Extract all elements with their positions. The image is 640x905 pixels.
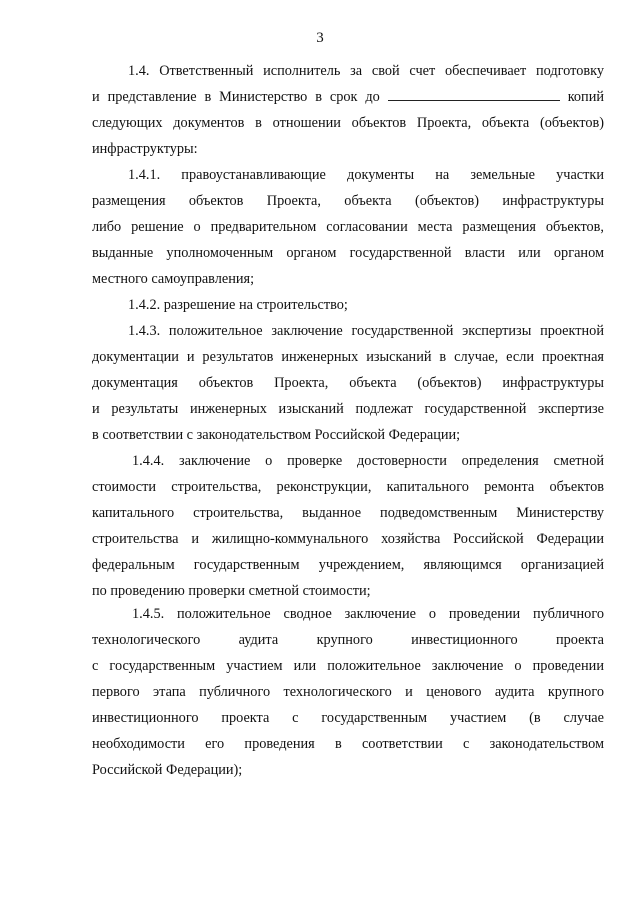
paragraph-1-4-5-line-1: 1.4.5. положительное сводное заключение о проведении публичного xyxy=(132,606,604,622)
paragraph-1-4-copies-text: копий xyxy=(567,89,605,105)
paragraph-1-4-line-1: 1.4. Ответственный исполнитель за свой счет обеспечивает подготовку xyxy=(128,63,604,79)
paragraph-1-4-3-line-5: в соответствии с законодательством Российской Федерации; xyxy=(92,427,461,443)
paragraph-1-4-line-4: инфраструктуры: xyxy=(92,141,198,157)
paragraph-1-4-line-3: следующих документов в отношении объектов Проекта, объекта (объектов) xyxy=(92,115,604,131)
paragraph-1-4-deadline-text: и представление в Министерство в срок до xyxy=(92,89,380,105)
paragraph-1-4-1-line-1: 1.4.1. правоустанавливающие документы на земельные участки xyxy=(128,167,604,183)
paragraph-1-4-4-line-1: 1.4.4. заключение о проверке достоверности определения сметной xyxy=(132,453,604,469)
paragraph-1-4-3-line-2: документации и результатов инженерных изысканий в случае, если проектная xyxy=(92,349,604,365)
paragraph-1-4-4-line-4: строительства и жилищно-коммунального хозяйства Российской Федерации xyxy=(92,531,604,547)
paragraph-1-4-5-line-7: Российской Федерации); xyxy=(92,762,243,778)
paragraph-1-4-1-line-5: местного самоуправления; xyxy=(92,271,255,287)
deadline-blank-field xyxy=(388,88,560,101)
paragraph-1-4-1-line-4: выданные уполномоченным органом государственной власти или органом xyxy=(92,245,604,261)
paragraph-1-4-line-2 xyxy=(92,88,604,106)
page-number: 3 xyxy=(316,30,324,46)
paragraph-1-4-4-line-5: федеральным государственным учреждением, являющимся организацией xyxy=(92,557,604,573)
paragraph-1-4-1-line-2: размещения объектов Проекта, объекта (объектов) инфраструктуры xyxy=(92,193,604,209)
paragraph-1-4-4-line-3: капитального строительства, выданное подведомственным Министерству xyxy=(92,505,604,521)
paragraph-1-4-1-line-3: либо решение о предварительном согласовании места размещения объектов, xyxy=(92,219,604,235)
paragraph-1-4-5-line-4: первого этапа публичного технологического и ценового аудита крупного xyxy=(92,684,604,700)
paragraph-1-4-4-line-2: стоимости строительства, реконструкции, капитального ремонта объектов xyxy=(92,479,604,495)
paragraph-1-4-3-line-1: 1.4.3. положительное заключение государственной экспертизы проектной xyxy=(128,323,604,339)
paragraph-1-4-5-line-2: технологического аудита крупного инвестиционного проекта xyxy=(92,632,604,648)
paragraph-1-4-3-line-3: документация объектов Проекта, объекта (объектов) инфраструктуры xyxy=(92,375,604,391)
paragraph-1-4-5-line-6: необходимости его проведения в соответствии с законодательством xyxy=(92,736,604,752)
paragraph-1-4-4-line-6: по проведению проверки сметной стоимости; xyxy=(92,583,371,599)
paragraph-1-4-2-line-1: 1.4.2. разрешение на строительство; xyxy=(128,297,348,313)
paragraph-1-4-5-line-3: с государственным участием или положительное заключение о проведении xyxy=(92,658,604,674)
paragraph-1-4-3-line-4: и результаты инженерных изысканий подлежат государственной экспертизе xyxy=(92,401,604,417)
paragraph-1-4-5-line-5: инвестиционного проекта с государственным участием (в случае xyxy=(92,710,604,726)
